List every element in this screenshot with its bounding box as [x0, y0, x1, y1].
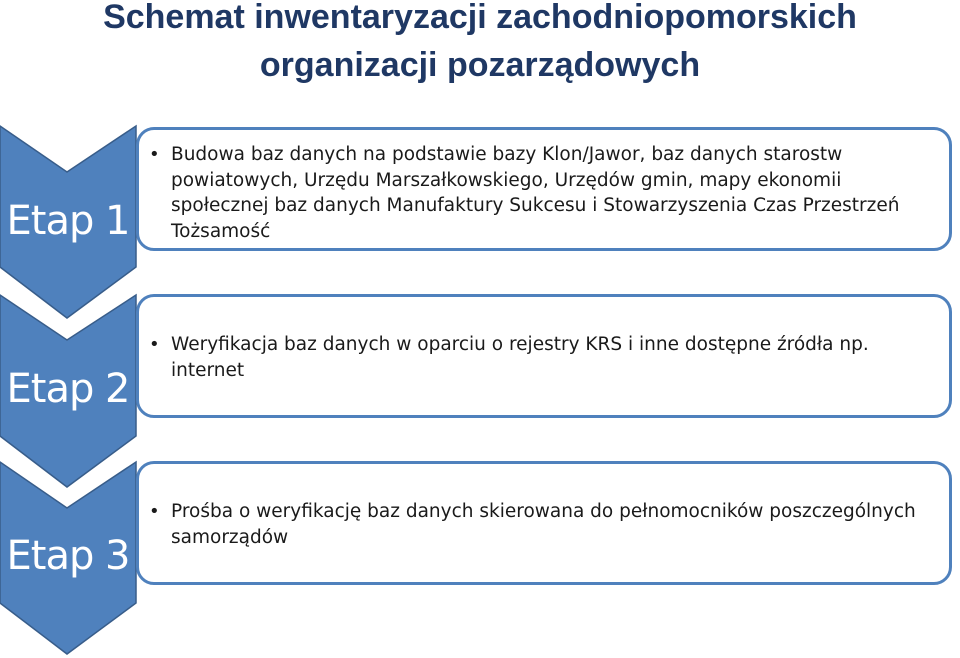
bullet-icon: • [149, 144, 160, 165]
stage-3-label: Etap 3 [6, 533, 130, 579]
bullet-icon: • [149, 334, 160, 355]
bullet-icon: • [149, 501, 160, 522]
stage-3-box [136, 461, 952, 585]
stage-3-description: Prośba o weryfikację baz danych skierowana do pełnomocników poszczególnych samorządów [171, 501, 916, 548]
stage-2-label: Etap 2 [6, 366, 130, 412]
stage-3-bullet-item [149, 499, 931, 550]
stage-2-description: Weryfikacja baz danych w oparciu o rejestry KRS i inne dostępne źródła np. internet [171, 334, 869, 381]
stage-1-description: Budowa baz danych na podstawie bazy Klon/Jawor, baz danych starostw powiatowych, Urzędu Marszałkowskiego, Urzędów gmin, mapy ekonomii społecznej baz danych Manufaktury Sukcesu i Stowarzyszenia Czas Przestrzeń Tożsamość [171, 144, 900, 242]
stage-2-bullet-item [149, 332, 931, 383]
stage-1-label: Etap 1 [6, 198, 130, 244]
stage-2-box [136, 294, 952, 418]
stage-1-bullet-item [149, 142, 931, 244]
stage-1-box [136, 127, 952, 251]
title-line-2: organizacji pozarządowych [259, 46, 701, 84]
title-line-1: Schemat inwentaryzacji zachodniopomorskich [103, 0, 857, 36]
